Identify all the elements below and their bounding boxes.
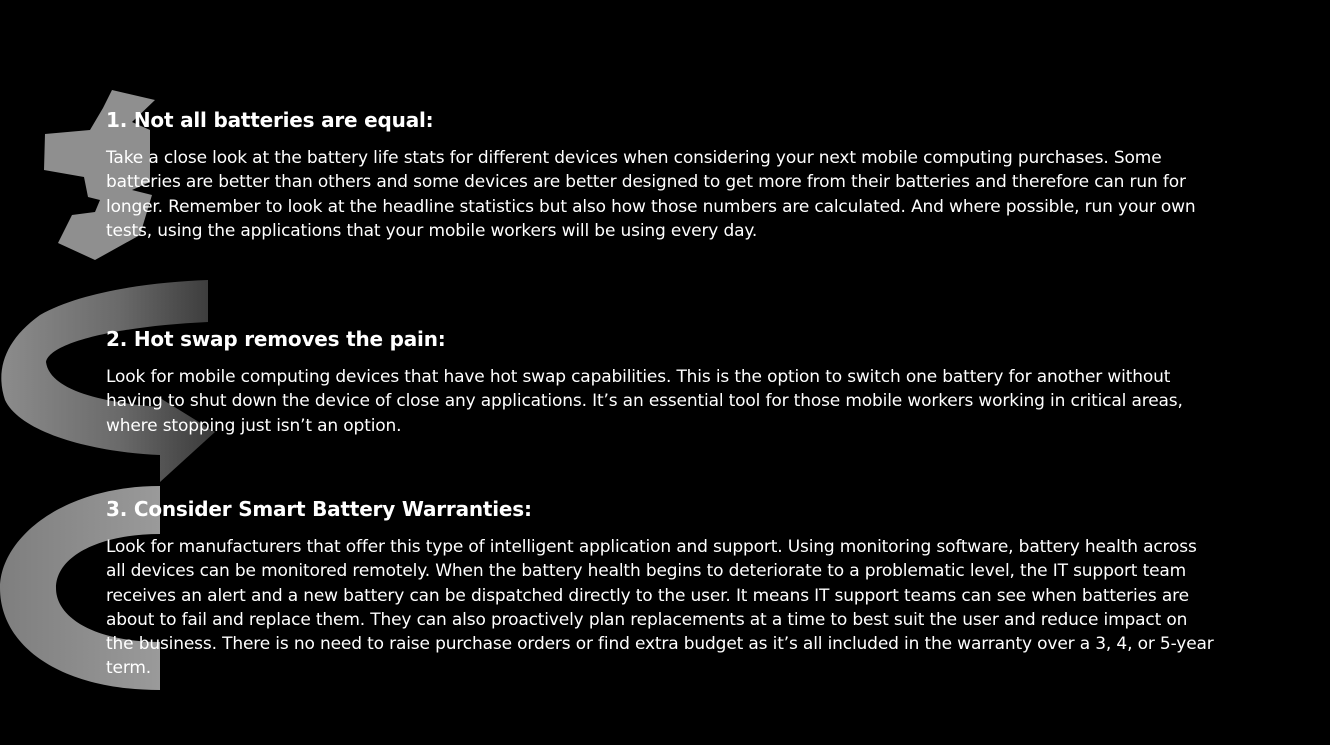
tip-section-1 [106,107,1226,243]
tip-section-2 [106,326,1226,438]
tip-heading: 2. Hot swap removes the pain: [106,327,446,351]
tip-body: Take a close look at the battery life stats for different devices when considering your next mobile computing purchases. Some batteries are better than others and some devices are better designed to get more from their batteries and therefore can run for longer. Remember to look at the headline statistics but also how those numbers are calculated. And where possible, run your own tests, using the applications that your mobile workers will be using every day. [106,148,1196,241]
tip-heading: 3. Consider Smart Battery Warranties: [106,497,532,521]
tip-body: Look for mobile computing devices that have hot swap capabilities. This is the option to switch one battery for another without having to shut down the device of close any applications. It’s an essential tool for those mobile workers working in critical areas, where stopping just isn’t an option. [106,367,1183,436]
tip-body: Look for manufacturers that offer this type of intelligent application and support. Using monitoring software, battery health across all devices can be monitored remotely. When the battery health begins to deteriorate to a problematic level, the IT support team receives an alert and a new battery can be dispatched directly to the user. It means IT support teams can see when batteries are about to fail and replace them. They can also proactively plan replacements at a time to best suit the user and reduce impact on the business. There is no need to raise purchase orders or find extra budget as it’s all included in the warranty over a 3, 4, or 5-year term. [106,537,1214,679]
tip-section-3 [106,496,1226,681]
tip-heading: 1. Not all batteries are equal: [106,108,434,132]
